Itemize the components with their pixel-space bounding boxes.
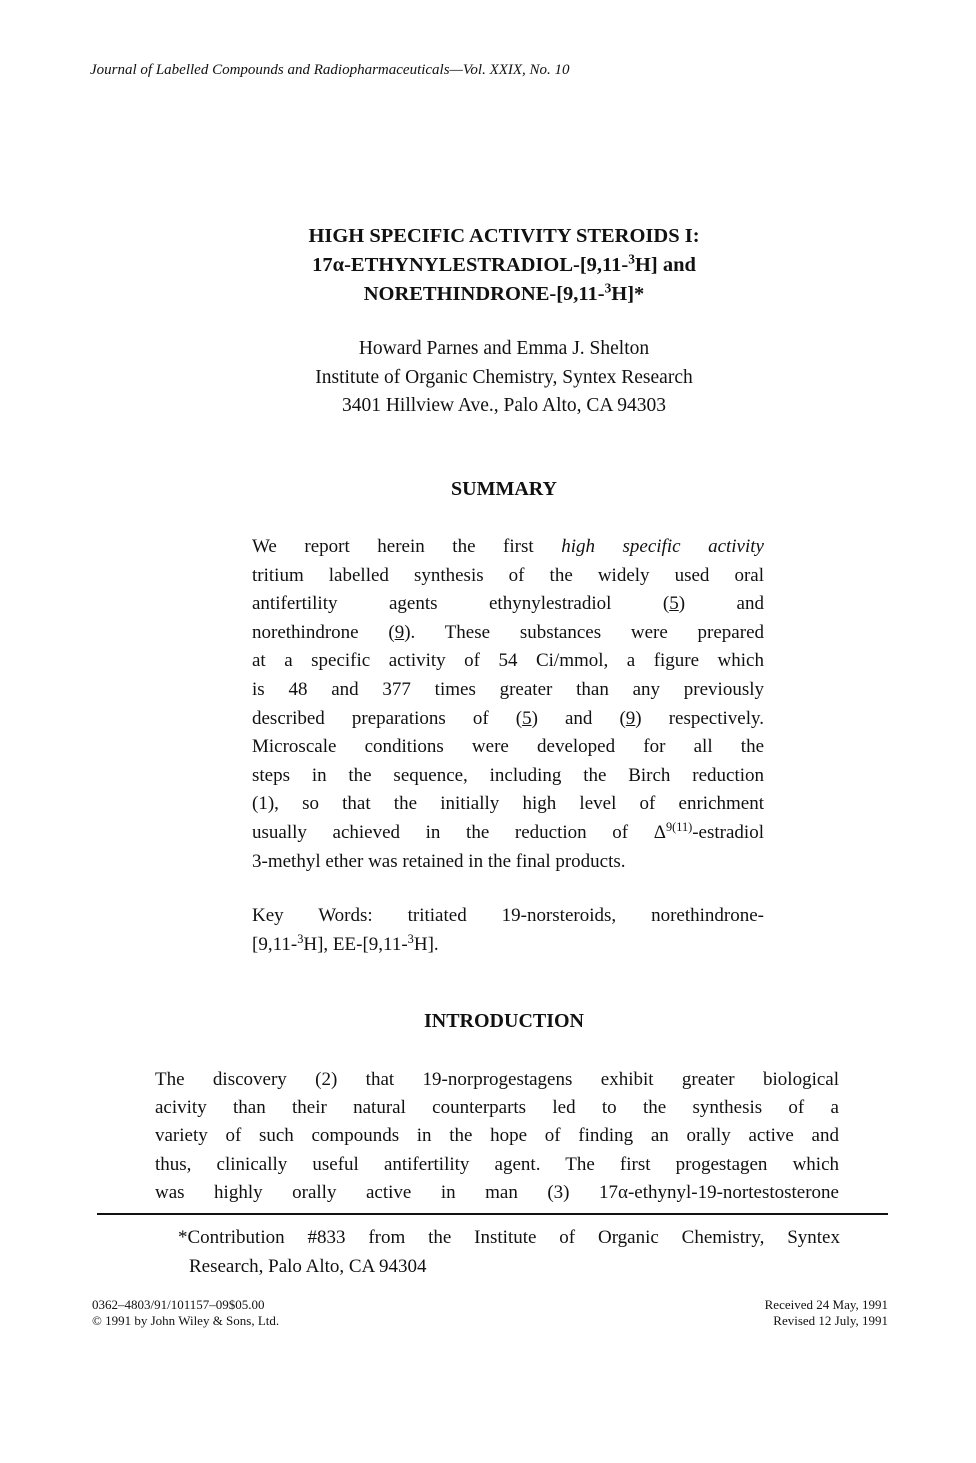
footnote-rule xyxy=(97,1213,888,1215)
compound-ref-5: 5 xyxy=(522,707,532,729)
intro-line: acivity than their natural counterparts led to the synthesis of a xyxy=(155,1097,839,1119)
abstract-line: norethindrone (9). These substances were prepared xyxy=(252,621,765,643)
abstract-text xyxy=(252,533,764,876)
author-names: Howard Parnes and Emma J. Shelton xyxy=(358,338,650,359)
abstract-line: antifertility agents ethynylestradiol (5) and xyxy=(252,593,764,615)
paper-title xyxy=(0,222,976,309)
title-line-1: HIGH SPECIFIC ACTIVITY STEROIDS I: xyxy=(308,225,700,247)
author-institute: Institute of Organic Chemistry, Syntex Research xyxy=(315,366,693,388)
title-line-3: NORETHINDRONE-[9,11-$^3$H]* xyxy=(363,280,645,305)
journal-header: Journal of Labelled Compounds and Radiopharmaceuticals—Vol. XXIX, No. 10 xyxy=(90,62,570,78)
footnote-line: *Contribution #833 from the Institute of Organic Chemistry, Syntex xyxy=(178,1227,840,1248)
abstract-line: tritium labelled synthesis of the widely used oral xyxy=(252,564,764,586)
copyright: © 1991 by John Wiley & Sons, Ltd. xyxy=(92,1313,280,1328)
compound-ref-9: 9 xyxy=(394,621,405,643)
revised-date: Revised 12 July, 1991 xyxy=(773,1313,888,1328)
compound-ref-9: 9 xyxy=(625,707,636,729)
abstract-line: usually achieved in the reduction of $\Delta^{9(11)}$-estradiol xyxy=(252,820,764,843)
abstract-line: at a specific activity of 54 Ci/mmol, a figure which xyxy=(252,650,764,672)
compound-ref-5: 5 xyxy=(669,593,679,615)
author-block xyxy=(0,335,976,421)
received-date: Received 24 May, 1991 xyxy=(764,1297,888,1312)
intro-line: variety of such compounds in the hope of finding an orally active and xyxy=(155,1125,839,1147)
footer-right xyxy=(765,1297,888,1329)
summary-heading: SUMMARY xyxy=(451,478,557,500)
footnote-line: Research, Palo Alto, CA 94304 xyxy=(189,1256,427,1277)
issn-code: 0362–4803/91/101157–09$05.00 xyxy=(92,1297,265,1312)
keywords-line: Key Words: tritiated 19-norsteroids, norethindrone- xyxy=(252,905,764,926)
intro-line: The discovery (2) that 19-norprogestagens exhibit greater biological xyxy=(155,1069,839,1090)
abstract-line: steps in the sequence, including the Birch reduction xyxy=(252,764,764,786)
abstract-line: 3-methyl ether was retained in the final products. xyxy=(252,850,626,872)
abstract-line: We report herein the first high specific activity xyxy=(252,536,764,557)
abstract-line: described preparations of (5) and (9) respectively. xyxy=(252,707,764,729)
intro-line: was highly orally active in man (3) 17α-ethynyl-19-nortestosterone xyxy=(155,1181,839,1203)
footnote xyxy=(178,1223,840,1281)
author-address: 3401 Hillview Ave., Palo Alto, CA 94303 xyxy=(341,395,667,416)
abstract-line: is 48 and 377 times greater than any previously xyxy=(252,678,764,700)
footer-left xyxy=(92,1297,279,1329)
intro-line: thus, clinically useful antifertility agent. The first progestagen which xyxy=(155,1153,839,1175)
abstract-line: (1), so that the initially high level of enrichment xyxy=(252,793,764,815)
abstract-line: Microscale conditions were developed for all the xyxy=(252,736,764,758)
keywords xyxy=(252,902,764,959)
title-line-2: 17α-ETHYNYLESTRADIOL-[9,11-$^3$H] and xyxy=(312,251,696,276)
introduction-text xyxy=(155,1066,839,1207)
introduction-heading: INTRODUCTION xyxy=(423,1010,585,1032)
keywords-line: [9,11-$^3$H], EE-[9,11-$^3$H]. xyxy=(252,931,439,955)
